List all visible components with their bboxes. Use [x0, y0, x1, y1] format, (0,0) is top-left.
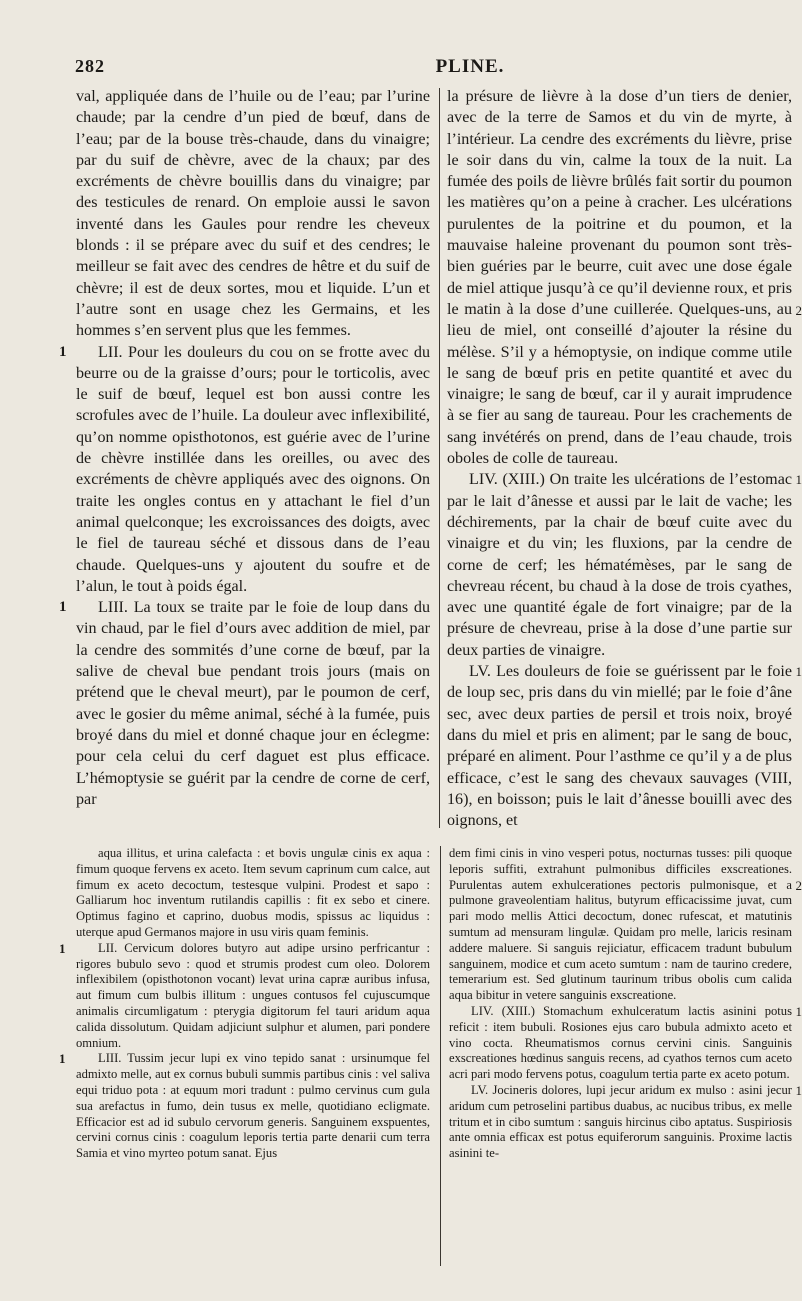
french-paragraph-lv: [447, 661, 802, 831]
french-left-column: [59, 86, 430, 810]
column-divider: [439, 88, 440, 828]
latin-left-column: [59, 846, 430, 1162]
latin-paragraph-lv-text: LV. Jocineris dolores, lupi jecur aridum ex mulso : asini jecur aridum cum petroselini partibus duabus, ac nucibus tribus, ex melle tritum et in cibo sumtum : sanguis hircinus cibo aptatus. Suspiriosis ante omnia efficax est potus equiferorum sanguinis. Proxime lactis asinini te-: [449, 1082, 792, 1161]
section-mark: 1: [795, 1082, 802, 1098]
section-mark: 1: [795, 472, 802, 488]
latin-paragraph-liii-text: LIII. Tussim jecur lupi ex vino tepido sanat : ursinumque fel admixto melle, aut ex cornus bubuli summis partibus cinis : vel saliva equi triduo pota : at equum mori tradunt : pulmo cervinus cum gula sua arefactus in fumo, dein tusus ex melle, quotidiano ecligmate. Efficacior est ad id subulo cervorum generis. Sanguinem exspuentes, cervini cornus cinis : coagulum leporis tertia parte denarii cum terra Samia et vino myrteo potum sanat. Ejus: [76, 1051, 430, 1161]
latin-paragraph-liv: [449, 1003, 802, 1083]
french-paragraph-liv: [447, 469, 802, 661]
section-mark: 2: [795, 878, 802, 893]
latin-paragraph-intro-left: aqua illitus, et urina calefacta : et bovis ungulæ cinis ex aqua : fimum quoque fervens ex aceto. Item sevum caprinum cum calce, aut fimum ex aceto decoctum, testesque vulpini. Prodest et sapo : Galliarum hoc inventum rutilandis capillis : fit ex sebo et cinere. Optimus fagino et caprino, duobus modis, spissus ac liquidus : uterque apud Germanos majore in usu viris quam feminis.: [76, 846, 430, 939]
section-mark: 1: [59, 940, 66, 956]
page-number: 282: [75, 56, 105, 76]
french-paragraph-lii: [59, 342, 430, 598]
french-paragraph-lii-text: LII. Pour les douleurs du cou on se frotte avec du beurre ou de la graisse d’ours; pour le torticolis, avec le suif de bœuf, lequel est bon aussi contre les scrofules avec de l’huile. La douleur avec inflexibilité, qu’on nomme opisthotonos, est guérie avec de l’urine de chèvre instillée dans les oreilles, ou avec des excréments de chèvre appliqués avec des oignons. On traite les ongles contus en y attachant le fiel d’un animal quelconque; les excroissances des doigts, avec le fiel de taureau séché et dissous dans de l’eau chaude. Quelques-uns y ajoutent du soufre et de l’alun, le tout à poids égal.: [76, 343, 430, 595]
latin-paragraph-lii-text: LII. Cervicum dolores butyro aut adipe ursino perfricantur : rigores bubulo sevo : quod et strumis prodest cum oleo. Dolorem inflexibilem (opisthotonon vocant) levat urina capræ auribus infusa, aut fimum cum bulbis illitum : ungues contusos fel cujuscumque animalis circumligatum : pterygia digitorum fel tauri aridum aqua calida dissolutum. Quidam adjiciunt sulphur et alumen, pari pondere omnium.: [76, 940, 430, 1050]
latin-paragraph-intro-right-text: dem fimi cinis in vino vesperi potus, nocturnas tusses: pili quoque leporis suffiti, extrahunt pulmonibus difficiles exscreationes. Purulentas autem exhulcerationes pectoris pulmonisque, et a pulmone graveolentiam halitus, butyrum efficacissime juvat, cum pari modo mellis Attici decoctum, donec rufescat, et matutinis sumtum ad mensuram lingulæ. Quidam pro melle, laricis resinam addere maluere. Si sanguis rejiciatur, efficacem tradunt bubulum sanguinem, modice et cum aceto sumtum : nam de taurino credere, temerarium est. Sed glutinum taurinum tribus obolis cum calida aqua bibitur in vetere sanguinis exscreatione.: [449, 846, 792, 1003]
column-divider: [440, 846, 441, 1266]
french-paragraph-liv-text: LIV. (XIII.) On traite les ulcérations de l’estomac par le lait d’ânesse et aussi par le lait de vache; les déchirements, par la chair de bœuf cuite avec du vinaigre et du vin; les fluxions, par la cendre de corne de cerf; les hématémèses, par le sang de chevreau récent, bu chaud à la dose de trois cyathes, avec une quantité égale de fort vinaigre; par de la présure de chevreau, prise à la dose d’une partie sur deux parties de vinaigre.: [447, 471, 792, 659]
french-paragraph-liii: [59, 597, 430, 810]
french-paragraph-intro-right-text: la présure de lièvre à la dose d’un tiers de denier, avec de la terre de Samos et du vin de myrte, à l’intérieur. La cendre des excréments du lièvre, prise le soir dans du vin, calme la toux de la nuit. La fumée des poils de lièvre brûlés fait sortir du poumon les matières qu’on a peine à cracher. Les ulcérations purulentes de la poitrine et du poumon, et la mauvaise haleine provenant du poumon sont très-bien guéries par le beurre, cuit avec une dose égale de miel attique jusqu’à ce qu’il devienne roux, et pris le matin à la dose d’une cuillerée. Quelques-uns, au lieu de miel, ont conseillé d’ajouter la résine du mélèse. S’il y a hémoptysie, on indique comme utile le sang de bœuf pris en petite quantité et avec du vinaigre; le sang de bœuf, car il y aurait imprudence à se fier au sang de taureau. Pour les crachements de sang invétérés on prend, dans de l’eau chaude, trois oboles de colle de taureau.: [447, 88, 792, 468]
french-paragraph-intro-left: val, appliquée dans de l’huile ou de l’eau; par l’urine chaude; par la cendre d’un pied de bœuf, dans de l’eau; par de la bouse très-chaude, dans du vinaigre; par du suif de chèvre, avec de la chaux; par des excréments de chèvre bouillis dans du vinaigre; par des testicules de renard. On emploie aussi le savon inventé dans les Gaules pour rendre les cheveux blonds : il se prépare avec du suif et des cendres; le meilleur se fait avec des cendres de hêtre et du suif de chèvre; il est de deux sortes, mou et liquide. L’un et l’autre sont en usage chez les Germains, et les hommes s’en servent plus que les femmes.: [76, 88, 430, 340]
french-paragraph-intro-right: [447, 86, 802, 469]
latin-paragraph-intro-right: [449, 846, 802, 1004]
latin-paragraph-liii: [59, 1051, 430, 1162]
section-mark: 1: [59, 1051, 66, 1067]
section-mark: 1: [795, 664, 802, 680]
latin-paragraph-liv-text: LIV. (XIII.) Stomachum exhulceratum lactis asinini potus reficit : item bubuli. Rosiones ejus caro bubula admixto aceto et vino cocta. Rheumatismos cornus cervini cinis. Sanguinis exscreationes hœdinus sanguis recens, ad cyathos ternos cum aceto acri pari modo fervens potus, coagulum tertia parte ex aceto potum.: [449, 1003, 792, 1082]
section-mark: 1: [795, 1003, 802, 1019]
latin-right-column: [449, 846, 802, 1162]
section-mark: 2: [795, 303, 802, 318]
section-mark: 1: [59, 343, 67, 360]
latin-paragraph-lv: [449, 1082, 802, 1162]
french-right-column: [447, 86, 802, 831]
french-paragraph-liii-text: LIII. La toux se traite par le foie de loup dans du vin chaud, par le fiel d’ours avec addition de miel, par la cendre des sommités d’une corne de bœuf, par la salive de cheval bue pendant trois jours (mais on prétend que le cheval meurt), par le poumon de cerf, avec le gosier du même animal, séché à la fumée, puis broyé dans du miel et donné chaque jour en éclegme: pour cela celui du cerf daguet est plus efficace. L’hémoptysie se guérit par la cendre de corne de cerf, par: [76, 599, 430, 808]
running-title: PLINE.: [435, 56, 505, 77]
page-header: [60, 56, 750, 82]
section-mark: 1: [59, 599, 67, 616]
latin-paragraph-lii: [59, 940, 430, 1052]
french-paragraph-lv-text: LV. Les douleurs de foie se guérissent par le foie de loup sec, pris dans du vin miellé; par le foie d’âne sec, avec deux parties de persil et trois noix, broyé dans du miel et pris en aliment; par le sang de bouc, préparé en aliment. Pour l’asthme ce qu’il y a de plus efficace, c’est le sang des chevaux sauvages (VIII, 16), en boisson; puis le lait d’ânesse bouilli avec des oignons, et: [447, 663, 792, 830]
